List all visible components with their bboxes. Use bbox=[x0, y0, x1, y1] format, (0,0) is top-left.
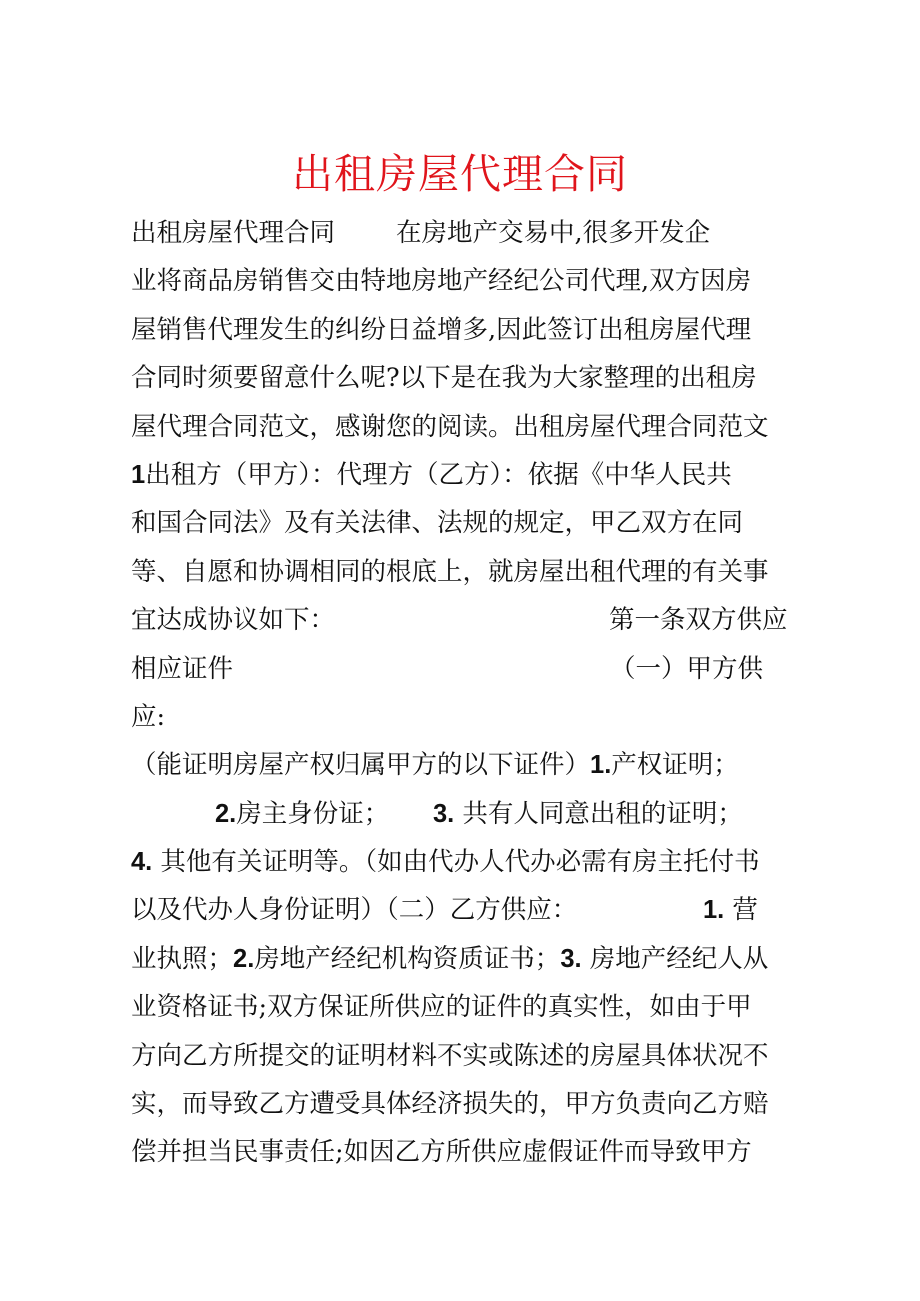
text-line bbox=[131, 354, 796, 402]
text-segment: （能证明房屋产权归属甲方的以下证件） bbox=[131, 750, 591, 781]
text-line bbox=[131, 403, 796, 451]
text-segment: 偿并担当民事责任;如因乙方所供应虚假证件而导致甲方 bbox=[131, 1137, 752, 1168]
text-line bbox=[131, 645, 796, 693]
text-line bbox=[131, 596, 796, 644]
text-segment: 业将商品房销售交由特地房地产经纪公司代理,双方因房 bbox=[131, 266, 752, 297]
text-line bbox=[131, 886, 796, 934]
text-line bbox=[131, 1128, 796, 1176]
text-line bbox=[131, 548, 796, 596]
text-segment: 出租方（甲方）：代理方（乙方）：依据《中华人民共 bbox=[145, 459, 732, 490]
text-segment: 宜达成协议如下： bbox=[131, 605, 336, 636]
text-segment: 屋代理合同范文，感谢您的阅读。出租房屋代理合同范文 bbox=[131, 411, 769, 442]
text-segment: 第一条双方供应 bbox=[609, 605, 788, 636]
list-number: 1. bbox=[703, 896, 725, 925]
text-segment: 房地产经纪机构资质证书； bbox=[254, 943, 561, 974]
text-line bbox=[131, 1080, 796, 1128]
text-line bbox=[131, 1032, 796, 1080]
text-line bbox=[131, 209, 796, 257]
text-segment: 出租房屋代理合同 bbox=[131, 218, 336, 248]
text-line bbox=[131, 983, 796, 1031]
text-segment: 等、自愿和协调相同的根底上，就房屋出租代理的有关事 bbox=[131, 556, 769, 587]
text-segment: （一）甲方供 bbox=[610, 653, 764, 684]
text-segment: 业资格证书;双方保证所供应的证件的真实性，如由于甲 bbox=[131, 992, 752, 1023]
list-number: 3. bbox=[560, 944, 582, 973]
text-segment: 方向乙方所提交的证明材料不实或陈述的房屋具体状况不 bbox=[131, 1040, 769, 1071]
text-line bbox=[131, 257, 796, 305]
text-line bbox=[131, 499, 796, 547]
text-segment: 以及代办人身份证明）（二）乙方供应： bbox=[131, 895, 578, 926]
text-segment: 应: bbox=[131, 701, 166, 732]
text-segment: 房地产经纪人从 bbox=[581, 943, 769, 974]
document-title: 出租房屋代理合同 bbox=[292, 150, 628, 198]
document-body bbox=[131, 209, 796, 1177]
list-number: 1. bbox=[590, 751, 612, 780]
text-segment: 营 bbox=[724, 895, 758, 926]
list-number: 2. bbox=[215, 799, 237, 828]
text-line bbox=[131, 741, 796, 789]
text-line bbox=[131, 451, 796, 499]
text-line bbox=[131, 838, 796, 886]
text-line bbox=[131, 935, 796, 983]
text-segment: 房主身份证； bbox=[236, 798, 390, 829]
list-number: 4. bbox=[131, 848, 153, 877]
text-segment: 共有人同意出租的证明； bbox=[454, 798, 743, 829]
list-number: 2. bbox=[233, 944, 255, 973]
text-segment: 屋销售代理发生的纠纷日益增多,因此签订出租房屋代理 bbox=[131, 314, 752, 345]
text-segment: 实，而导致乙方遭受具体经济损失的，甲方负责向乙方赔 bbox=[131, 1089, 769, 1120]
text-line bbox=[131, 693, 796, 741]
text-segment: 产权证明； bbox=[611, 750, 739, 781]
text-line bbox=[131, 790, 796, 838]
text-segment: 在房地产交易中,很多开发企 bbox=[396, 218, 711, 248]
text-segment: 合同时须要留意什么呢?以下是在我为大家整理的出租房 bbox=[131, 363, 757, 394]
list-number: 1 bbox=[131, 460, 146, 489]
text-segment: 其他有关证明等。（如由代办人代办必需有房主托付书 bbox=[152, 847, 760, 878]
text-segment: 和国合同法》及有关法律、法规的规定，甲乙双方在同 bbox=[131, 508, 744, 539]
text-segment: 业执照； bbox=[131, 943, 234, 974]
list-number: 3. bbox=[433, 799, 455, 828]
text-segment: 相应证件 bbox=[131, 653, 234, 684]
text-line bbox=[131, 306, 796, 354]
